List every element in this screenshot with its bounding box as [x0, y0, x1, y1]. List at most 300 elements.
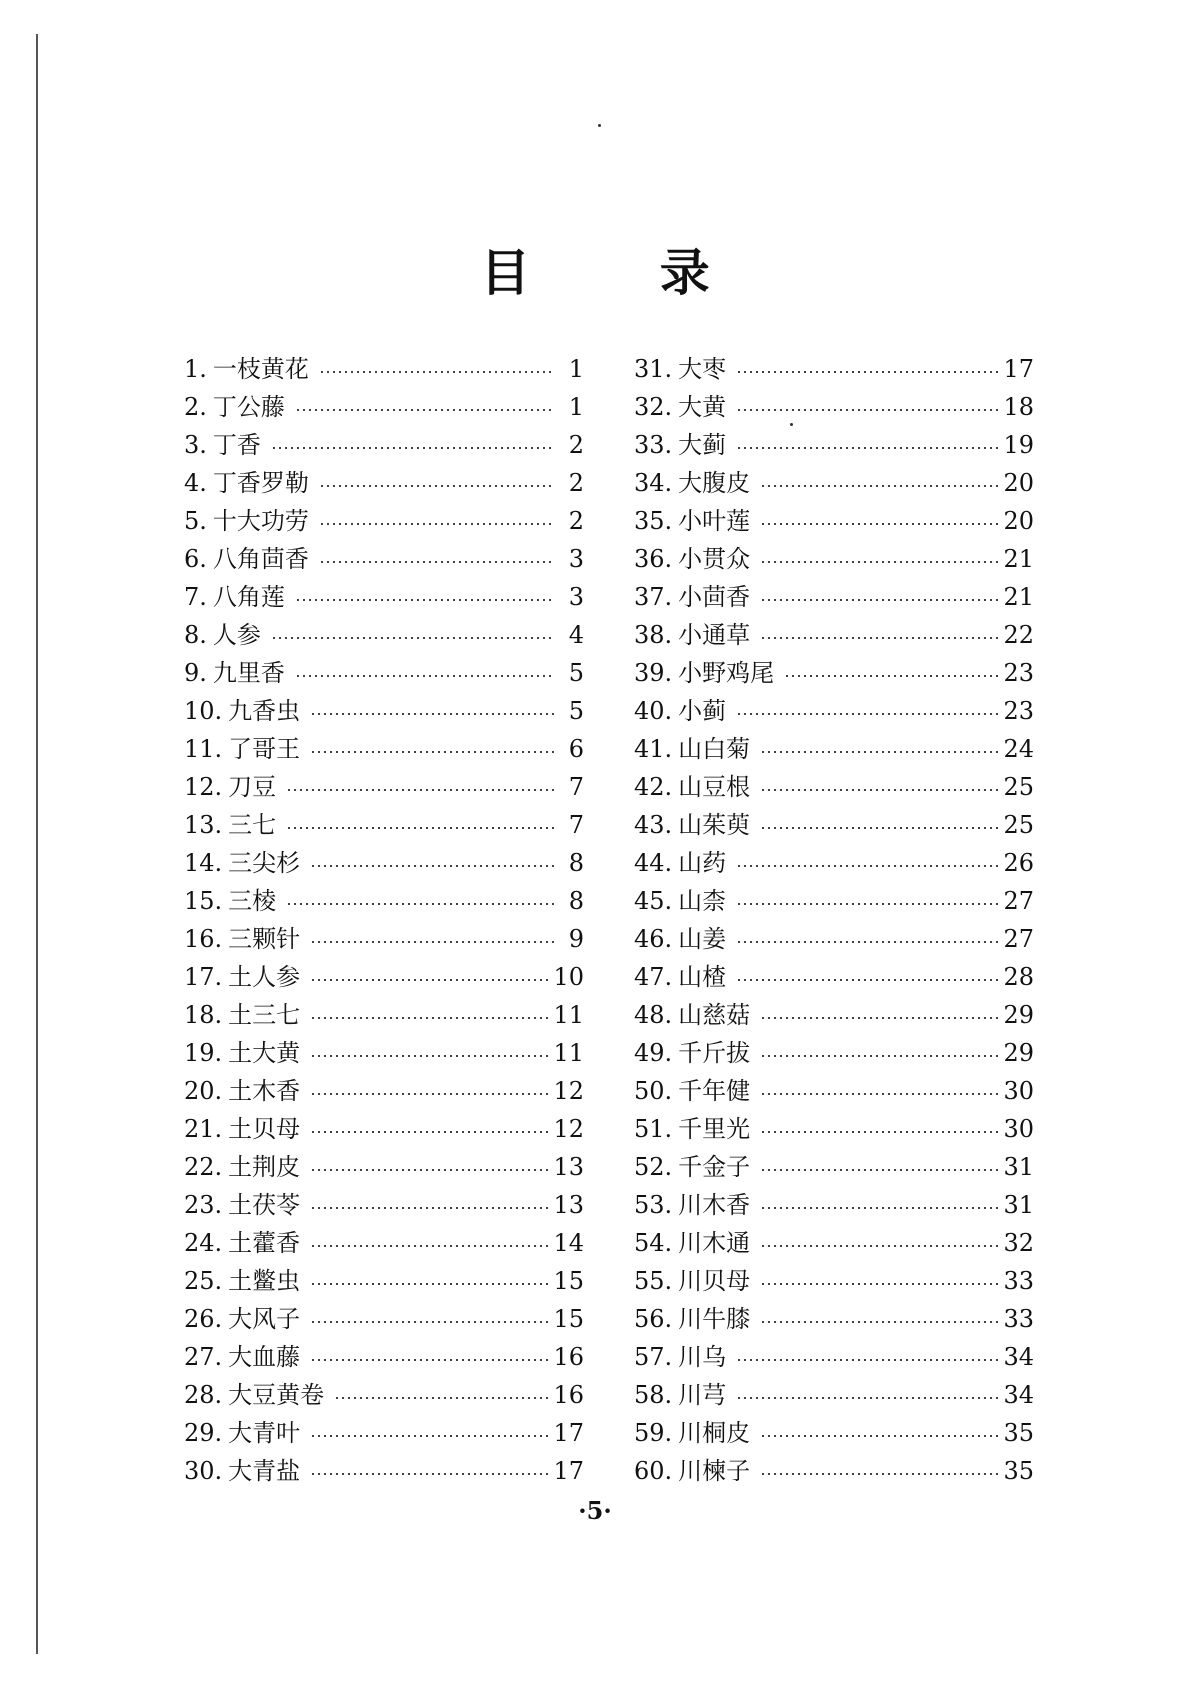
toc-dot-leader	[736, 447, 999, 449]
toc-dot-leader	[736, 371, 999, 373]
toc-entry-number: 56.	[634, 1305, 673, 1333]
toc-entry	[634, 502, 1034, 540]
toc-entry-name: 川芎	[678, 1381, 727, 1409]
toc-entry	[634, 1072, 1034, 1110]
toc-entry-number: 38.	[634, 621, 673, 649]
toc-entry-number: 37.	[634, 583, 673, 611]
toc-entry-page: 21	[1003, 545, 1034, 573]
toc-entry-page: 32	[1003, 1229, 1034, 1257]
toc-dot-leader	[310, 865, 554, 867]
toc-entry	[634, 996, 1034, 1034]
toc-entry-page: 15	[553, 1305, 584, 1333]
toc-dot-leader	[271, 447, 554, 449]
toc-entry-name: 九香虫	[228, 697, 301, 725]
toc-dot-leader	[760, 1169, 999, 1171]
toc-entry-page: 33	[1003, 1267, 1034, 1295]
toc-entry-name: 山药	[678, 849, 727, 877]
toc-entry	[634, 464, 1034, 502]
toc-entry-page: 12	[553, 1077, 584, 1105]
toc-entry-page: 34	[1003, 1343, 1034, 1371]
toc-entry-number: 28.	[184, 1381, 223, 1409]
toc-entry-page: 2	[568, 431, 584, 459]
toc-dot-leader	[286, 827, 554, 829]
toc-entry-name: 大腹皮	[678, 469, 751, 497]
toc-entry-name: 土藿香	[228, 1229, 301, 1257]
toc-entry	[184, 996, 584, 1034]
toc-entry-number: 17.	[184, 963, 223, 991]
toc-dot-leader	[310, 713, 554, 715]
toc-entry-number: 1.	[184, 355, 207, 383]
toc-entry-page: 17	[553, 1419, 584, 1447]
toc-entry	[184, 1338, 584, 1376]
toc-entry-name: 丁香罗勒	[212, 469, 309, 497]
toc-entry-number: 42.	[634, 773, 673, 801]
toc-entry-number: 13.	[184, 811, 223, 839]
toc-entry	[634, 730, 1034, 768]
toc-dot-leader	[760, 1245, 999, 1247]
toc-entry-name: 山茱萸	[678, 811, 751, 839]
toc-entry	[184, 502, 584, 540]
toc-dot-leader	[310, 1283, 549, 1285]
toc-entry-page: 11	[553, 1039, 584, 1067]
toc-dot-leader	[310, 1017, 549, 1019]
toc-dot-leader	[760, 1093, 999, 1095]
toc-entry-number: 59.	[634, 1419, 673, 1447]
toc-entry-number: 41.	[634, 735, 673, 763]
toc-entry	[184, 882, 584, 920]
toc-entry	[184, 464, 584, 502]
toc-entry-page: 20	[1003, 507, 1034, 535]
toc-entry-number: 15.	[184, 887, 223, 915]
toc-entry-name: 千里光	[678, 1115, 751, 1143]
toc-entry-number: 58.	[634, 1381, 673, 1409]
toc-entry-name: 小贯众	[678, 545, 751, 573]
toc-entry-name: 人参	[212, 621, 261, 649]
toc-entry	[184, 1186, 584, 1224]
toc-entry	[634, 426, 1034, 464]
toc-entry-page: 9	[568, 925, 584, 953]
toc-entry-number: 46.	[634, 925, 673, 953]
toc-dot-leader	[319, 561, 554, 563]
toc-column-right	[634, 350, 1034, 1490]
toc-entry-name: 土木香	[228, 1077, 301, 1105]
toc-entry-page: 17	[1003, 355, 1034, 383]
toc-entry-name: 大血藤	[228, 1343, 301, 1371]
toc-entry-page: 5	[568, 697, 584, 725]
toc-entry-name: 川贝母	[678, 1267, 751, 1295]
toc-dot-leader	[760, 1473, 999, 1475]
toc-dot-leader	[760, 751, 999, 753]
toc-entry-number: 26.	[184, 1305, 223, 1333]
toc-entry-number: 9.	[184, 659, 207, 687]
toc-entry-page: 21	[1003, 583, 1034, 611]
toc-entry	[634, 1338, 1034, 1376]
toc-entry-name: 山慈菇	[678, 1001, 751, 1029]
toc-entry	[184, 844, 584, 882]
toc-entry-name: 土人参	[228, 963, 301, 991]
toc-dot-leader	[310, 1473, 549, 1475]
toc-dot-leader	[295, 409, 554, 411]
toc-entry	[184, 958, 584, 996]
toc-dot-leader	[319, 371, 554, 373]
toc-entry-name: 土三七	[228, 1001, 301, 1029]
toc-entry-number: 33.	[634, 431, 673, 459]
toc-entry	[184, 768, 584, 806]
toc-entry	[184, 920, 584, 958]
toc-entry-page: 12	[553, 1115, 584, 1143]
toc-dot-leader	[286, 903, 554, 905]
toc-entry-name: 小叶莲	[678, 507, 751, 535]
toc-entry	[634, 578, 1034, 616]
page-title: 目 录	[480, 243, 766, 302]
toc-entry-page: 2	[568, 507, 584, 535]
toc-dot-leader	[760, 1321, 999, 1323]
toc-entry-name: 大蓟	[678, 431, 727, 459]
toc-dot-leader	[295, 675, 554, 677]
toc-entry	[184, 350, 584, 388]
toc-entry-name: 小野鸡尾	[678, 659, 775, 687]
toc-entry-name: 丁香	[212, 431, 261, 459]
toc-entry-number: 51.	[634, 1115, 673, 1143]
toc-entry-number: 24.	[184, 1229, 223, 1257]
toc-dot-leader	[784, 675, 999, 677]
toc-entry	[634, 920, 1034, 958]
toc-entry	[634, 958, 1034, 996]
toc-entry	[184, 426, 584, 464]
toc-entry-name: 一枝黄花	[212, 355, 309, 383]
toc-dot-leader	[310, 1359, 549, 1361]
toc-entry	[634, 692, 1034, 730]
toc-entry	[184, 1452, 584, 1490]
toc-entry-number: 49.	[634, 1039, 673, 1067]
page-number: ·5·	[578, 1496, 612, 1525]
toc-entry-number: 52.	[634, 1153, 673, 1181]
toc-entry-name: 大枣	[678, 355, 727, 383]
toc-entry-page: 22	[1003, 621, 1034, 649]
toc-entry-name: 三七	[228, 811, 277, 839]
toc-entry	[634, 1034, 1034, 1072]
toc-entry-page: 10	[553, 963, 584, 991]
toc-dot-leader	[310, 979, 549, 981]
toc-entry-number: 4.	[184, 469, 207, 497]
toc-dot-leader	[760, 1017, 999, 1019]
toc-entry-name: 小蓟	[678, 697, 727, 725]
toc-entry-name: 川楝子	[678, 1457, 751, 1485]
toc-dot-leader	[760, 1283, 999, 1285]
toc-entry-number: 45.	[634, 887, 673, 915]
toc-entry	[634, 654, 1034, 692]
toc-dot-leader	[295, 599, 554, 601]
toc-entry	[184, 1148, 584, 1186]
toc-entry-number: 18.	[184, 1001, 223, 1029]
toc-entry-number: 60.	[634, 1457, 673, 1485]
toc-dot-leader	[760, 1131, 999, 1133]
toc-entry	[184, 388, 584, 426]
toc-entry-number: 50.	[634, 1077, 673, 1105]
toc-entry	[184, 578, 584, 616]
toc-entry	[634, 844, 1034, 882]
toc-entry-number: 2.	[184, 393, 207, 421]
toc-entry	[634, 540, 1034, 578]
toc-dot-leader	[310, 1169, 549, 1171]
toc-entry-name: 大青盐	[228, 1457, 301, 1485]
toc-entry-page: 30	[1003, 1115, 1034, 1143]
toc-entry-name: 丁公藤	[212, 393, 285, 421]
toc-entry-number: 21.	[184, 1115, 223, 1143]
toc-entry-number: 23.	[184, 1191, 223, 1219]
toc-dot-leader	[760, 827, 999, 829]
toc-entry	[184, 1262, 584, 1300]
toc-entry-name: 八角茴香	[212, 545, 309, 573]
toc-dot-leader	[310, 1131, 549, 1133]
toc-entry-number: 27.	[184, 1343, 223, 1371]
toc-entry	[184, 806, 584, 844]
toc-entry-page: 2	[568, 469, 584, 497]
toc-column-left	[184, 350, 584, 1490]
toc-entry-name: 大风子	[228, 1305, 301, 1333]
toc-entry-page: 6	[568, 735, 584, 763]
toc-entry	[634, 1224, 1034, 1262]
toc-entry	[634, 1452, 1034, 1490]
toc-entry	[634, 1300, 1034, 1338]
toc-entry	[634, 1262, 1034, 1300]
toc-entry-number: 39.	[634, 659, 673, 687]
toc-entry-page: 27	[1003, 925, 1034, 953]
toc-entry	[184, 1414, 584, 1452]
toc-entry-name: 九里香	[212, 659, 285, 687]
toc-entry-name: 千年健	[678, 1077, 751, 1105]
toc-entry-name: 大黄	[678, 393, 727, 421]
toc-dot-leader	[760, 1055, 999, 1057]
toc-entry-page: 1	[568, 355, 584, 383]
toc-entry-number: 57.	[634, 1343, 673, 1371]
toc-entry-page: 33	[1003, 1305, 1034, 1333]
toc-entry-page: 5	[568, 659, 584, 687]
toc-entry-number: 30.	[184, 1457, 223, 1485]
toc-entry-page: 28	[1003, 963, 1034, 991]
toc-dot-leader	[760, 789, 999, 791]
toc-entry-number: 55.	[634, 1267, 673, 1295]
toc-dot-leader	[310, 751, 554, 753]
toc-dot-leader	[760, 485, 999, 487]
toc-entry-page: 4	[568, 621, 584, 649]
toc-dot-leader	[736, 941, 999, 943]
toc-entry-page: 3	[568, 545, 584, 573]
toc-dot-leader	[736, 713, 999, 715]
toc-entry-name: 山柰	[678, 887, 727, 915]
toc-entry	[634, 350, 1034, 388]
toc-entry-page: 13	[553, 1153, 584, 1181]
toc-entry-name: 川木香	[678, 1191, 751, 1219]
toc-dot-leader	[334, 1397, 549, 1399]
toc-entry	[184, 1072, 584, 1110]
toc-entry-number: 19.	[184, 1039, 223, 1067]
toc-entry-page: 25	[1003, 773, 1034, 801]
toc-entry-name: 小通草	[678, 621, 751, 649]
toc-entry-page: 17	[553, 1457, 584, 1485]
toc-entry	[184, 1300, 584, 1338]
toc-entry	[184, 692, 584, 730]
toc-dot-leader	[760, 523, 999, 525]
toc-entry-number: 5.	[184, 507, 207, 535]
toc-entry-page: 30	[1003, 1077, 1034, 1105]
toc-entry	[634, 1148, 1034, 1186]
toc-entry-page: 15	[553, 1267, 584, 1295]
toc-dot-leader	[760, 599, 999, 601]
toc-entry-name: 三尖杉	[228, 849, 301, 877]
toc-entry-number: 36.	[634, 545, 673, 573]
toc-entry-name: 土大黄	[228, 1039, 301, 1067]
toc-entry	[184, 1224, 584, 1262]
toc-entry	[184, 540, 584, 578]
toc-dot-leader	[310, 1245, 549, 1247]
toc-entry-page: 19	[1003, 431, 1034, 459]
toc-dot-leader	[271, 637, 554, 639]
toc-entry-number: 32.	[634, 393, 673, 421]
toc-entry-number: 47.	[634, 963, 673, 991]
toc-entry	[634, 616, 1034, 654]
toc-entry-number: 8.	[184, 621, 207, 649]
toc-entry-page: 34	[1003, 1381, 1034, 1409]
toc-dot-leader	[310, 1207, 549, 1209]
toc-dot-leader	[736, 865, 999, 867]
toc-entry-page: 8	[568, 849, 584, 877]
toc-entry-page: 24	[1003, 735, 1034, 763]
toc-entry-page: 29	[1003, 1001, 1034, 1029]
toc-entry-name: 八角莲	[212, 583, 285, 611]
toc-entry-page: 3	[568, 583, 584, 611]
toc-entry-name: 川乌	[678, 1343, 727, 1371]
toc-dot-leader	[736, 979, 999, 981]
toc-dot-leader	[736, 1359, 999, 1361]
toc-entry-number: 20.	[184, 1077, 223, 1105]
toc-entry	[184, 1110, 584, 1148]
toc-entry-name: 十大功劳	[212, 507, 309, 535]
toc-entry	[184, 654, 584, 692]
toc-entry-name: 山楂	[678, 963, 727, 991]
toc-entry-page: 31	[1003, 1191, 1034, 1219]
toc-entry-page: 29	[1003, 1039, 1034, 1067]
toc-dot-leader	[319, 485, 554, 487]
toc-entry-name: 川牛膝	[678, 1305, 751, 1333]
toc-entry-name: 三颗针	[228, 925, 301, 953]
toc-dot-leader	[760, 561, 999, 563]
toc-entry-name: 山姜	[678, 925, 727, 953]
toc-entry-number: 43.	[634, 811, 673, 839]
toc-entry-number: 34.	[634, 469, 673, 497]
toc-dot-leader	[286, 789, 554, 791]
toc-entry-name: 土茯苓	[228, 1191, 301, 1219]
toc-entry-number: 44.	[634, 849, 673, 877]
toc-entry	[634, 882, 1034, 920]
toc-entry	[184, 1034, 584, 1072]
toc-entry-page: 14	[553, 1229, 584, 1257]
toc-entry-number: 14.	[184, 849, 223, 877]
toc-dot-leader	[760, 1435, 999, 1437]
toc-entry-name: 刀豆	[228, 773, 277, 801]
toc-entry-page: 16	[553, 1381, 584, 1409]
toc-dot-leader	[310, 1093, 549, 1095]
toc-entry-page: 26	[1003, 849, 1034, 877]
toc-entry-number: 53.	[634, 1191, 673, 1219]
toc-entry-page: 13	[553, 1191, 584, 1219]
toc-dot-leader	[310, 1321, 549, 1323]
toc-entry-page: 7	[568, 811, 584, 839]
toc-entry	[634, 1414, 1034, 1452]
toc-entry-number: 54.	[634, 1229, 673, 1257]
toc-entry-page: 27	[1003, 887, 1034, 915]
toc-dot-leader	[310, 1435, 549, 1437]
toc-entry-page: 25	[1003, 811, 1034, 839]
toc-entry-name: 小茴香	[678, 583, 751, 611]
toc-entry-number: 11.	[184, 735, 223, 763]
toc-dot-leader	[736, 903, 999, 905]
toc-entry-page: 23	[1003, 659, 1034, 687]
toc-entry-name: 土贝母	[228, 1115, 301, 1143]
toc-dot-leader	[736, 1397, 999, 1399]
toc-entry	[184, 730, 584, 768]
toc-entry-page: 1	[568, 393, 584, 421]
toc-entry-name: 千金子	[678, 1153, 751, 1181]
toc-dot-leader	[760, 1207, 999, 1209]
toc-entry-number: 22.	[184, 1153, 223, 1181]
toc-entry	[184, 1376, 584, 1414]
toc-entry-number: 12.	[184, 773, 223, 801]
toc-entry-name: 土荆皮	[228, 1153, 301, 1181]
toc-entry-name: 土鳖虫	[228, 1267, 301, 1295]
toc-dot-leader	[760, 637, 999, 639]
toc-entry	[634, 1186, 1034, 1224]
toc-entry-number: 7.	[184, 583, 207, 611]
toc-entry-number: 3.	[184, 431, 207, 459]
toc-entry-name: 千斤拔	[678, 1039, 751, 1067]
toc-entry-page: 20	[1003, 469, 1034, 497]
toc-entry-name: 川木通	[678, 1229, 751, 1257]
toc-entry	[184, 616, 584, 654]
toc-entry-page: 35	[1003, 1419, 1034, 1447]
toc-dot-leader	[310, 1055, 549, 1057]
toc-entry-number: 35.	[634, 507, 673, 535]
toc-entry	[634, 1376, 1034, 1414]
toc-entry-page: 18	[1003, 393, 1034, 421]
toc-entry-page: 23	[1003, 697, 1034, 725]
toc-entry	[634, 768, 1034, 806]
toc-entry-number: 48.	[634, 1001, 673, 1029]
toc-dot-leader	[319, 523, 554, 525]
toc-entry	[634, 1110, 1034, 1148]
toc-dot-leader	[736, 409, 999, 411]
toc-entry-page: 11	[553, 1001, 584, 1029]
toc-entry-page: 7	[568, 773, 584, 801]
toc-entry-number: 16.	[184, 925, 223, 953]
toc-entry-number: 31.	[634, 355, 673, 383]
toc-entry-name: 三棱	[228, 887, 277, 915]
toc-entry-name: 山白菊	[678, 735, 751, 763]
toc-entry-number: 40.	[634, 697, 673, 725]
toc-entry-number: 10.	[184, 697, 223, 725]
scan-speck	[598, 124, 601, 127]
toc-entry-name: 了哥王	[228, 735, 301, 763]
toc-entry-page: 8	[568, 887, 584, 915]
toc-entry-name: 大青叶	[228, 1419, 301, 1447]
toc-entry-page: 35	[1003, 1457, 1034, 1485]
toc-entry-page: 31	[1003, 1153, 1034, 1181]
toc-entry-name: 川桐皮	[678, 1419, 751, 1447]
toc-entry-number: 6.	[184, 545, 207, 573]
toc-entry-name: 大豆黄卷	[228, 1381, 325, 1409]
toc-entry-name: 山豆根	[678, 773, 751, 801]
toc-entry-number: 29.	[184, 1419, 223, 1447]
